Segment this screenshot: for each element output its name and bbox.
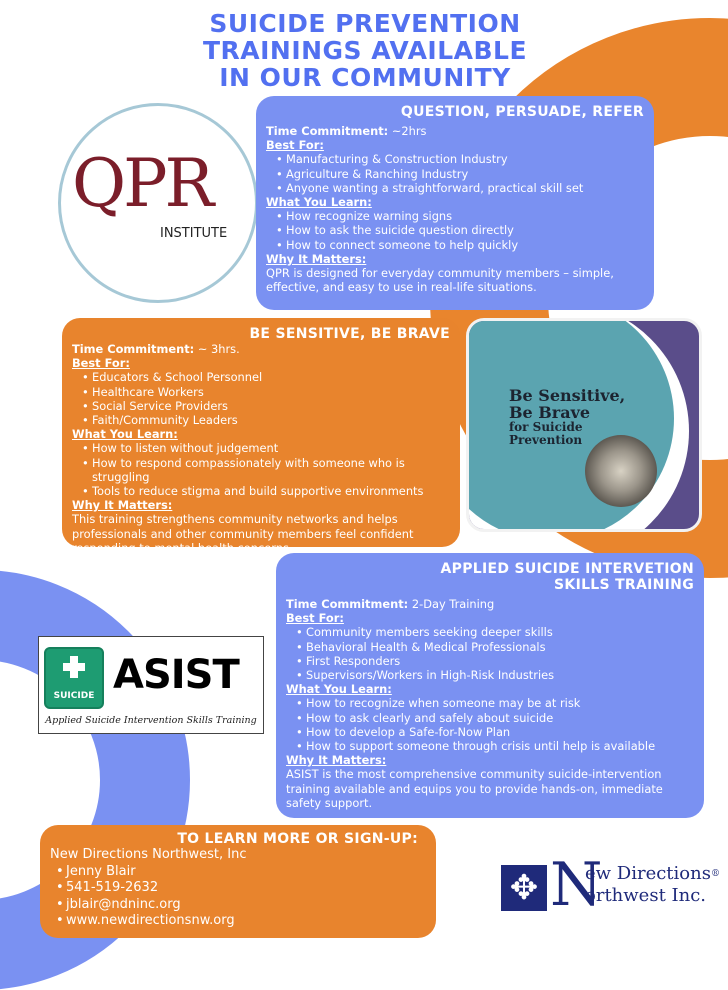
title-line: Be Sensitive, — [509, 386, 626, 405]
time-label: Time Commitment: — [266, 124, 389, 138]
list-item: • Educators & School Personnel — [82, 370, 450, 384]
qpr-best-for-list — [276, 152, 644, 195]
time-value: ~2hrs — [388, 124, 427, 138]
bsbb-why-text: This training strengthens community networks and helps professionals and other community members feel confident responding to mental health concerns. — [72, 512, 414, 555]
label-text: Best For — [266, 138, 320, 153]
heading-line: APPLIED SUICIDE INTERVETION — [440, 561, 694, 577]
time-label: Time Commitment: — [286, 597, 409, 611]
time-label: Time Commitment: — [72, 342, 195, 356]
qpr-why-label: Why It Matters: — [266, 251, 367, 266]
time-value: 2-Day Training — [408, 597, 495, 611]
label-text: What You Learn — [266, 195, 368, 210]
bsbb-best-for-label: Best For: — [72, 356, 130, 371]
list-item: • Anyone wanting a straightforward, practical skill set — [276, 181, 644, 195]
list-item: • How to respond compassionately with someone who is struggling — [82, 456, 450, 484]
list-item: • Manufacturing & Construction Industry — [276, 152, 644, 166]
ndn-logo-initial: N — [550, 850, 603, 920]
list-item: • How to ask the suicide question directly — [276, 223, 644, 237]
list-item: • Healthcare Workers — [82, 385, 450, 399]
qpr-logo-subtext: INSTITUTE — [160, 226, 228, 241]
qpr-card — [256, 96, 654, 310]
bsbb-card — [62, 318, 460, 555]
logo-text: ew Directions — [585, 863, 711, 884]
bsbb-image-title — [509, 387, 625, 421]
qpr-institute-logo — [58, 103, 258, 303]
registered-mark: ® — [710, 869, 720, 879]
asist-tagline: Applied Suicide Intervention Skills Training — [45, 715, 257, 726]
qpr-best-for-label: Best For: — [266, 138, 324, 153]
label-text: Why It Matters — [266, 251, 362, 266]
list-item: • Community members seeking deeper skills — [296, 625, 694, 639]
asist-time — [286, 597, 694, 611]
contact-heading: TO LEARN MORE OR SIGN-UP: — [177, 831, 418, 847]
hands-together-photo — [585, 435, 657, 507]
bsbb-time — [72, 342, 450, 356]
contact-website-link[interactable]: • www.newdirectionsnw.org — [56, 913, 426, 930]
contact-email-link[interactable]: • jblair@ndninc.org — [56, 897, 426, 914]
qpr-heading: QUESTION, PERSUADE, REFER — [400, 104, 644, 120]
asist-learn-label: What You Learn: — [286, 682, 392, 697]
list-item: • How to ask clearly and safely about suicide — [296, 711, 694, 725]
list-item: • First Responders — [296, 654, 694, 668]
list-item: • Behavioral Health & Medical Professionals — [296, 640, 694, 654]
bsbb-heading: BE SENSITIVE, BE BRAVE — [249, 326, 450, 342]
qpr-logo-text: QPR — [72, 145, 212, 222]
suicide-badge — [44, 647, 104, 709]
list-item: • How to connect someone to help quickly — [276, 238, 644, 252]
subtitle-line: for Suicide — [509, 420, 583, 434]
list-item: • Faith/Community Leaders — [82, 413, 450, 427]
asist-best-for-list — [296, 625, 694, 682]
asist-heading — [286, 561, 694, 593]
subtitle-line: Prevention — [509, 433, 583, 447]
list-item: • How recognize warning signs — [276, 209, 644, 223]
contact-name: • Jenny Blair — [56, 864, 426, 881]
page-title — [150, 10, 580, 91]
asist-card — [276, 553, 704, 818]
plus-cross-icon — [63, 656, 85, 678]
title-line-1: SUICIDE PREVENTION — [209, 9, 521, 38]
qpr-time — [266, 124, 644, 138]
list-item: • Supervisors/Workers in High-Risk Industries — [296, 668, 694, 682]
bsbb-program-image — [466, 318, 702, 532]
bsbb-learn-list — [82, 441, 450, 498]
ndn-logo-line-1 — [585, 864, 720, 884]
asist-wordmark: ASIST — [113, 652, 239, 698]
contact-phone[interactable]: • 541-519-2632 — [56, 880, 426, 897]
list-item: • How to listen without judgement — [82, 441, 450, 455]
title-line-3: IN OUR COMMUNITY — [219, 63, 511, 92]
qpr-learn-list — [276, 209, 644, 252]
title-line-2: TRAININGS AVAILABLE — [202, 36, 528, 65]
contact-card — [40, 825, 436, 938]
ndn-logo-box — [501, 865, 547, 911]
list-item: • Social Service Providers — [82, 399, 450, 413]
list-item: • How to recognize when someone may be at risk — [296, 696, 694, 710]
qpr-learn-label: What You Learn: — [266, 195, 372, 210]
list-item: • Agriculture & Ranching Industry — [276, 167, 644, 181]
asist-logo — [38, 636, 264, 734]
ndn-logo-line-2: orthwest Inc. — [585, 885, 707, 906]
list-item: • Tools to reduce stigma and build supportive environments — [82, 484, 450, 498]
bsbb-why-label: Why It Matters: — [72, 498, 173, 513]
asist-learn-list — [296, 696, 694, 753]
time-value: ~ 3hrs. — [194, 342, 240, 356]
asist-why-text: ASIST is the most comprehensive community suicide-intervention training available and equips you to provide hands-on, immediate safety support. — [286, 767, 663, 810]
contact-list — [56, 864, 426, 930]
new-directions-northwest-logo — [500, 850, 720, 922]
badge-text: SUICIDE — [53, 691, 95, 701]
four-arrows-icon: ✥ — [509, 868, 539, 908]
qpr-why-text: QPR is designed for everyday community members – simple, effective, and easy to use in real-life situations. — [266, 266, 614, 295]
bsbb-learn-label: What You Learn: — [72, 427, 178, 442]
contact-org: New Directions Northwest, Inc — [50, 847, 247, 862]
list-item: • How to support someone through crisis until help is available — [296, 739, 694, 753]
asist-why-label: Why It Matters: — [286, 753, 387, 768]
heading-line: SKILLS TRAINING — [554, 577, 694, 593]
list-item: • How to develop a Safe-for-Now Plan — [296, 725, 694, 739]
title-line: Be Brave — [509, 403, 591, 422]
asist-best-for-label: Best For: — [286, 611, 344, 626]
bsbb-best-for-list — [82, 370, 450, 427]
bsbb-image-subtitle — [509, 421, 583, 447]
